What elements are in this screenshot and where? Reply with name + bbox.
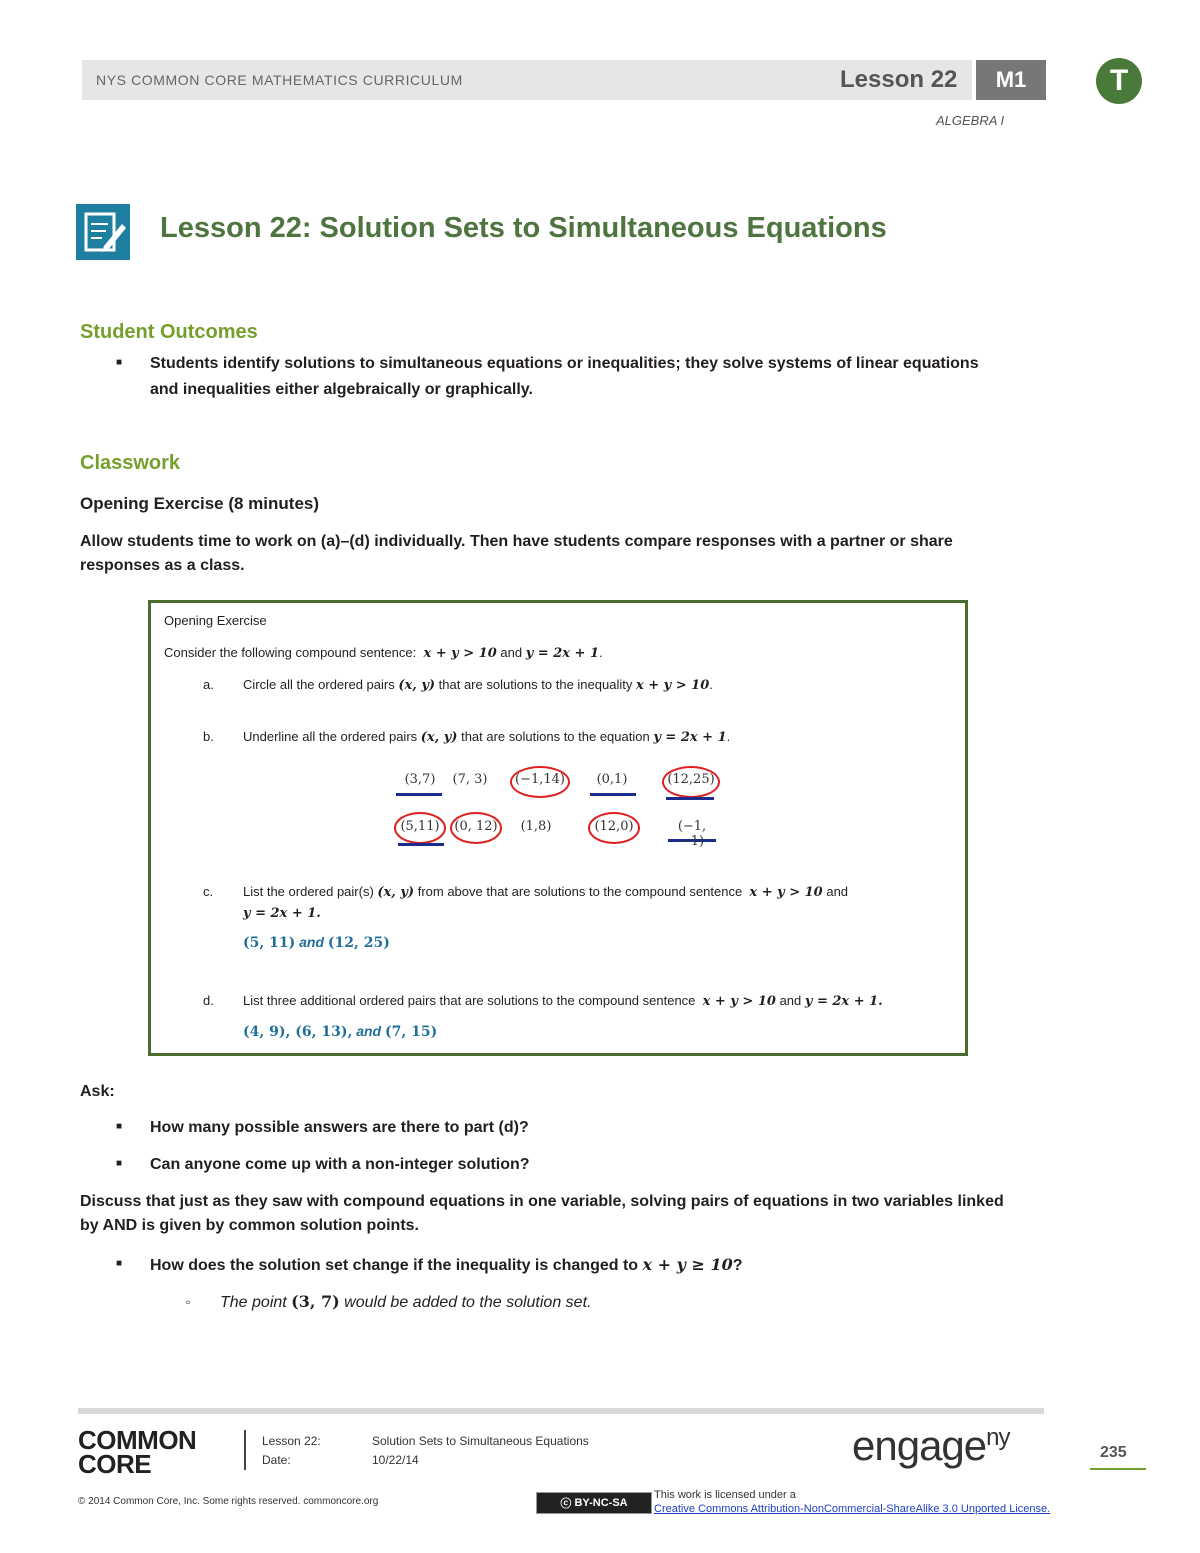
bullet-icon: ■: [116, 1121, 123, 1132]
ordered-pair: (3,7): [404, 772, 436, 787]
underline-mark: [666, 797, 714, 800]
exercise-intro: Consider the following compound sentence: x + y > 10 and y = 2x + 1.: [164, 645, 603, 661]
license-text: This work is licensed under a: [654, 1489, 796, 1501]
footer-divider: [244, 1430, 246, 1470]
question-2: Can anyone come up with a non-integer solution?: [150, 1156, 530, 1173]
item-d-label: d.: [203, 993, 214, 1008]
ask-label: Ask:: [80, 1083, 115, 1100]
cc-icon: ⓒ: [560, 1498, 575, 1510]
item-a-label: a.: [203, 677, 214, 692]
outcomes-heading: Student Outcomes: [80, 321, 258, 343]
ordered-pair: (7, 3): [452, 772, 488, 787]
instructions-line-1: Allow students time to work on (a)–(d) individually. Then have students compare responses with a partner or share: [80, 533, 953, 550]
item-d-answer: (4, 9), (6, 13), and (7, 15): [243, 1023, 438, 1040]
instructions-line-2: responses as a class.: [80, 557, 245, 574]
page-number: 235: [1100, 1444, 1127, 1461]
license-link[interactable]: Creative Commons Attribution-NonCommercial-ShareAlike 3.0 Unported License.: [654, 1503, 1051, 1515]
bullet-icon: ■: [116, 357, 123, 368]
item-c-text-2: y = 2x + 1.: [243, 906, 321, 921]
outcome-line-1: Students identify solutions to simultaneous equations or inequalities; they solve systems of linear equations: [150, 355, 979, 372]
question-1: How many possible answers are there to part (d)?: [150, 1119, 529, 1136]
underline-mark: [396, 793, 442, 796]
page-number-rule: [1090, 1468, 1146, 1470]
footer-lesson-label: Lesson 22:: [262, 1434, 321, 1448]
item-b-label: b.: [203, 729, 214, 744]
footer-rule: [78, 1408, 1044, 1414]
exercise-title: Opening Exercise: [164, 613, 267, 628]
item-c-text: List the ordered pair(s) (x, y) from above that are solutions to the compound sentence x + y > 10 and: [243, 884, 849, 900]
item-d-text: List three additional ordered pairs that are solutions to the compound sentence x + y > 10 and y = 2x + 1.: [243, 993, 883, 1009]
footer-date-value: 10/22/14: [372, 1453, 419, 1467]
sub-bullet-icon: ▫: [186, 1295, 191, 1309]
course-name: ALGEBRA I: [936, 113, 1005, 128]
ordered-pair: (−1,14): [515, 772, 565, 787]
item-a-text: Circle all the ordered pairs (x, y) that are solutions to the inequality x + y > 10.: [243, 677, 713, 693]
ordered-pair: (−1, −1): [677, 819, 707, 849]
page-title: Lesson 22: Solution Sets to Simultaneous Equations: [160, 212, 887, 244]
item-c-label: c.: [203, 884, 214, 899]
common-core-logo: COMMON CORE: [78, 1425, 197, 1479]
discussion-line-2: by AND is given by common solution points.: [80, 1217, 419, 1234]
ordered-pair: (0, 12): [454, 819, 498, 834]
ordered-pair: (5,11): [400, 819, 440, 834]
header-lesson: Lesson 22: [840, 66, 958, 93]
discussion-line-1: Discuss that just as they saw with compound equations in one variable, solving pairs of equations in two variables linked: [80, 1193, 1004, 1210]
question-3: How does the solution set change if the inequality is changed to x + y ≥ 10?: [150, 1255, 743, 1274]
ordered-pair: (12,0): [594, 819, 634, 834]
module-badge: M1: [976, 60, 1046, 100]
footer-date-label: Date:: [262, 1453, 291, 1467]
underline-mark: [590, 793, 636, 796]
ordered-pair: (1,8): [520, 819, 552, 834]
item-c-answer: (5, 11) and (12, 25): [243, 934, 390, 951]
engageny-logo: engage$^{ny}$: [852, 1422, 1010, 1469]
ordered-pair: (12,25): [667, 772, 715, 787]
notebook-pencil-icon: [76, 204, 130, 260]
copyright: © 2014 Common Core, Inc. Some rights reserved. commoncore.org: [78, 1496, 379, 1507]
bullet-icon: ■: [116, 1158, 123, 1169]
underline-mark: [398, 843, 444, 846]
item-b-text: Underline all the ordered pairs (x, y) that are solutions to the equation y = 2x + 1.: [243, 729, 731, 745]
footer-lesson-value: Solution Sets to Simultaneous Equations: [372, 1434, 589, 1448]
teacher-badge: T: [1096, 58, 1142, 104]
ordered-pair: (0,1): [596, 772, 628, 787]
bullet-icon: ■: [116, 1258, 123, 1269]
curriculum-name: NYS COMMON CORE MATHEMATICS CURRICULUM: [96, 72, 463, 88]
answer-3: The point (3, 7) would be added to the solution set.: [220, 1292, 592, 1311]
outcome-line-2: and inequalities either algebraically or graphically.: [150, 381, 533, 398]
cc-license-badge: ⓒ BY-NC-SA: [536, 1492, 652, 1514]
classwork-heading: Classwork: [80, 452, 181, 474]
opening-exercise-heading: Opening Exercise (8 minutes): [80, 494, 320, 513]
